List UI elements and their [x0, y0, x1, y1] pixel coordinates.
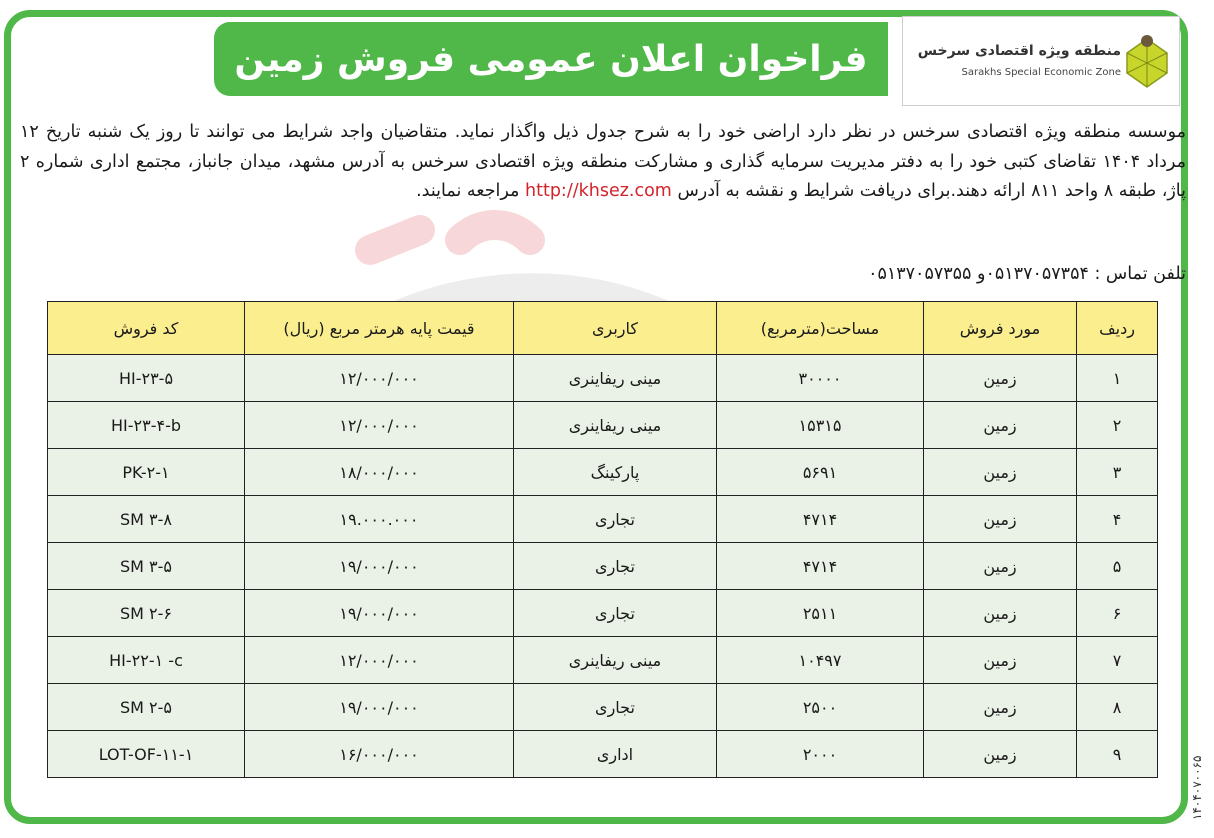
cell-sale-item: زمین	[924, 449, 1077, 496]
cell-sale-item: زمین	[924, 543, 1077, 590]
cell-row-number: ۹	[1077, 731, 1158, 778]
cell-area: ۴۷۱۴	[717, 543, 924, 590]
header-sale-item: مورد فروش	[924, 302, 1077, 355]
side-reference-number: ۱۴۰۴۰۷۰۰۶۵	[1190, 755, 1204, 821]
cell-row-number: ۵	[1077, 543, 1158, 590]
cell-base-price: ۱۲/۰۰۰/۰۰۰	[245, 637, 514, 684]
cell-row-number: ۸	[1077, 684, 1158, 731]
header-base-price: قیمت پایه هرمتر مربع (ریال)	[245, 302, 514, 355]
cell-sale-item: زمین	[924, 731, 1077, 778]
cell-sale-code: LOT-OF-۱۱-۱	[48, 731, 245, 778]
table-row	[48, 590, 1158, 637]
cell-base-price: ۱۹/۰۰۰/۰۰۰	[245, 543, 514, 590]
cell-area: ۱۵۳۱۵	[717, 402, 924, 449]
cell-sale-code: SM ۲-۶	[48, 590, 245, 637]
cell-base-price: ۱۹.۰۰۰.۰۰۰	[245, 496, 514, 543]
cell-area: ۲۵۱۱	[717, 590, 924, 637]
cell-base-price: ۱۶/۰۰۰/۰۰۰	[245, 731, 514, 778]
cell-usage: تجاری	[514, 684, 717, 731]
cell-sale-item: زمین	[924, 684, 1077, 731]
cell-usage: تجاری	[514, 543, 717, 590]
website-link[interactable]: http://khsez.com	[525, 181, 672, 201]
table-row	[48, 543, 1158, 590]
table-row	[48, 731, 1158, 778]
page-title: فراخوان اعلان عمومی فروش زمین	[234, 38, 868, 80]
cell-usage: مینی ریفاینری	[514, 355, 717, 402]
cell-sale-code: PK-۲-۱	[48, 449, 245, 496]
table-row	[48, 637, 1158, 684]
cell-sale-item: زمین	[924, 637, 1077, 684]
cell-sale-item: زمین	[924, 355, 1077, 402]
cell-usage: مینی ریفاینری	[514, 402, 717, 449]
cell-sale-item: زمین	[924, 590, 1077, 637]
logo-box	[902, 16, 1180, 106]
cell-base-price: ۱۲/۰۰۰/۰۰۰	[245, 402, 514, 449]
cell-area: ۴۷۱۴	[717, 496, 924, 543]
title-banner	[214, 22, 888, 96]
cell-usage: اداری	[514, 731, 717, 778]
header-usage: کاربری	[514, 302, 717, 355]
cell-row-number: ۳	[1077, 449, 1158, 496]
announcement-text	[20, 118, 1186, 207]
cell-sale-code: SM ۳-۸	[48, 496, 245, 543]
header-area: مساحت(مترمربع)	[717, 302, 924, 355]
table-row	[48, 449, 1158, 496]
table-header-row	[48, 302, 1158, 355]
cell-row-number: ۲	[1077, 402, 1158, 449]
cell-row-number: ۷	[1077, 637, 1158, 684]
announcement-paragraph: موسسه منطقه ویژه اقتصادی سرخس در نظر دارد اراضی خود را به شرح جدول ذیل واگذار نماید. متقاضیان واجد شرایط می توانند تا روز یک شنبه تاریخ ۱۲ مرداد ۱۴۰۴ تقاضای کتبی خود را به دفتر مدیریت سرمایه گذاری و مشارکت منطقه ویژه اقتصادی سرخس به آدرس مشهد، میدان جانباز، مجتمع اداری شماره ۲ پاژ، طبقه ۸ واحد ۸۱۱ ارائه دهند.برای دریافت شرایط و نقشه به آدرس	[20, 122, 1186, 201]
table-row	[48, 684, 1158, 731]
logo-persian-name: منطقه ویژه اقتصادی سرخس	[917, 43, 1121, 59]
announcement-paragraph-end: مراجعه نمایند.	[416, 181, 520, 201]
logo-english-name: Sarakhs Special Economic Zone	[961, 67, 1121, 78]
cell-row-number: ۱	[1077, 355, 1158, 402]
cell-area: ۵۶۹۱	[717, 449, 924, 496]
header-sale-code: کد فروش	[48, 302, 245, 355]
cell-base-price: ۱۹/۰۰۰/۰۰۰	[245, 684, 514, 731]
table-row	[48, 496, 1158, 543]
header-row-number: ردیف	[1077, 302, 1158, 355]
cell-sale-code: HI-۲۲-۱ -c	[48, 637, 245, 684]
contact-phone: تلفن تماس : ۰۵۱۳۷۰۵۷۳۵۴و ۰۵۱۳۷۰۵۷۳۵۵	[868, 264, 1186, 284]
sarakhs-zone-logo-icon	[1123, 31, 1171, 91]
table-row	[48, 402, 1158, 449]
cell-area: ۱۰۴۹۷	[717, 637, 924, 684]
cell-usage: تجاری	[514, 496, 717, 543]
cell-usage: تجاری	[514, 590, 717, 637]
table-row	[48, 355, 1158, 402]
cell-area: ۲۰۰۰	[717, 731, 924, 778]
cell-row-number: ۶	[1077, 590, 1158, 637]
cell-usage: مینی ریفاینری	[514, 637, 717, 684]
cell-sale-item: زمین	[924, 402, 1077, 449]
cell-sale-code: SM ۳-۵	[48, 543, 245, 590]
cell-usage: پارکینگ	[514, 449, 717, 496]
land-sale-table	[47, 301, 1158, 778]
cell-sale-code: HI-۲۳-۵	[48, 355, 245, 402]
cell-sale-code: SM ۲-۵	[48, 684, 245, 731]
cell-area: ۳۰۰۰۰	[717, 355, 924, 402]
cell-area: ۲۵۰۰	[717, 684, 924, 731]
cell-base-price: ۱۸/۰۰۰/۰۰۰	[245, 449, 514, 496]
cell-base-price: ۱۹/۰۰۰/۰۰۰	[245, 590, 514, 637]
cell-base-price: ۱۲/۰۰۰/۰۰۰	[245, 355, 514, 402]
cell-row-number: ۴	[1077, 496, 1158, 543]
cell-sale-code: HI-۲۳-۴-b	[48, 402, 245, 449]
cell-sale-item: زمین	[924, 496, 1077, 543]
